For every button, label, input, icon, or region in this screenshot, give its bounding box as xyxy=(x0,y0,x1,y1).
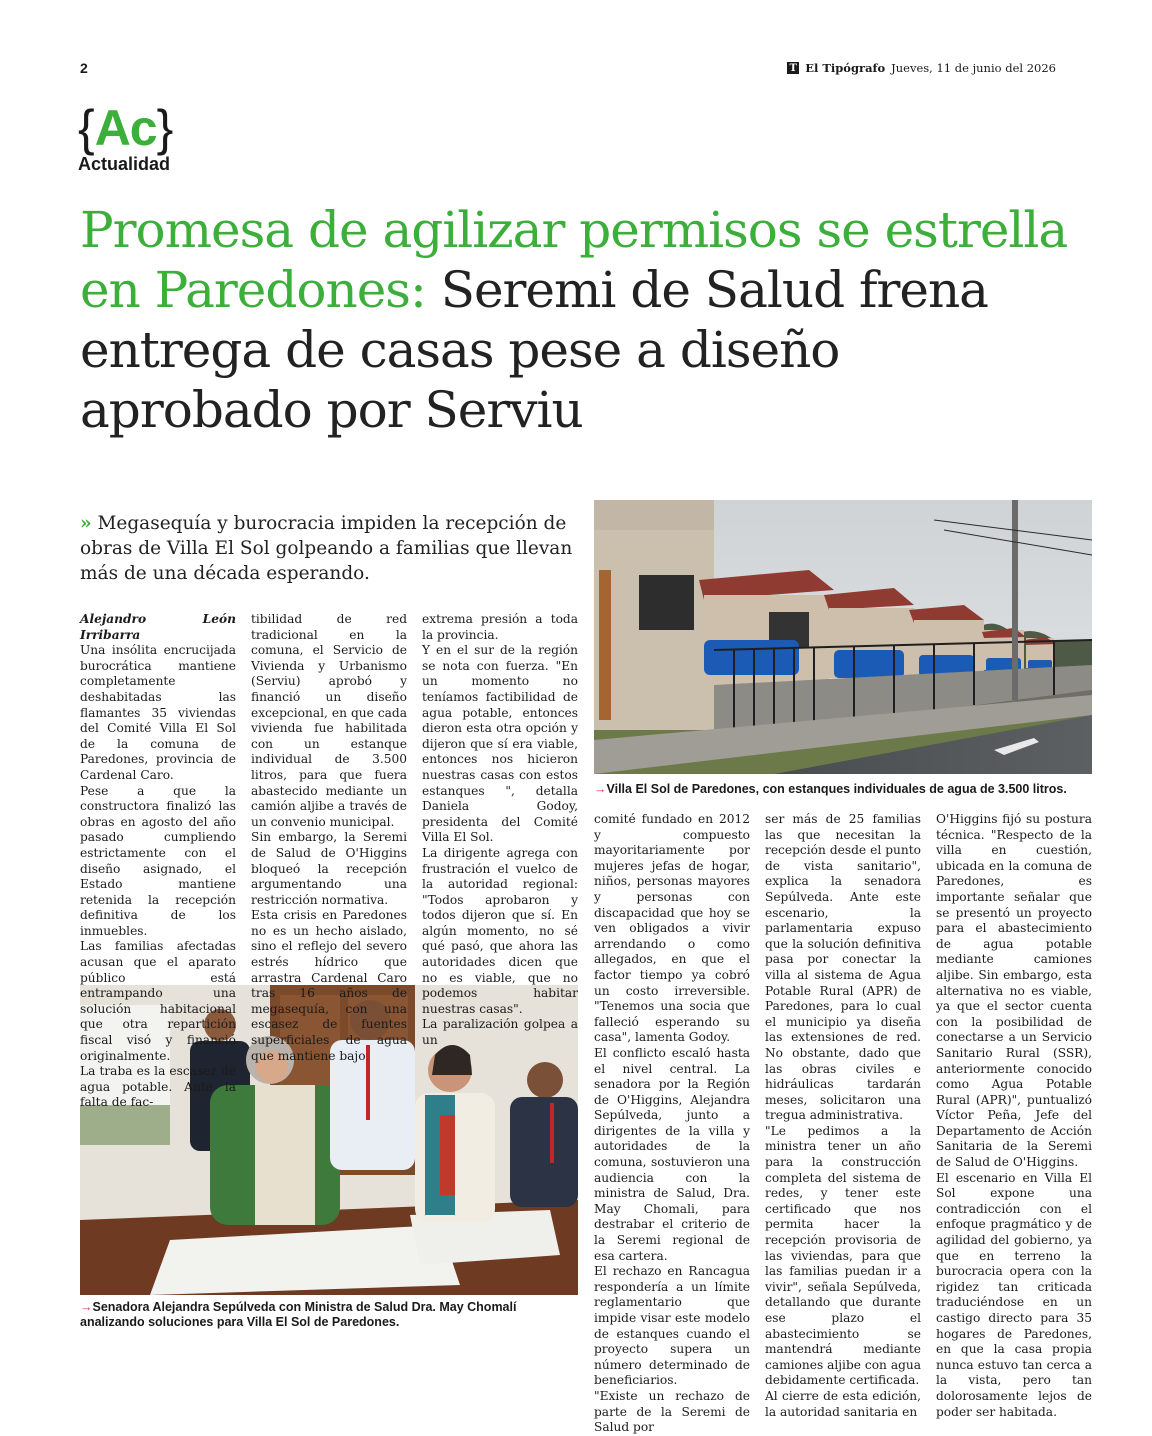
paragraph: La traba es la escasez de agua potable. Ante la falta de fac- xyxy=(80,1064,236,1110)
paragraph: Al cierre de esta edición, la autoridad sanitaria en xyxy=(765,1388,921,1419)
paragraph: La dirigente agrega con frustración el vuelco de la autoridad regional: "Todos aprobaron y todos dijeron que sí. En algún momento, no sé qué pasó, que ahora las autoridades dicen que no es viable, que no podemos habitar nuestras casas". xyxy=(422,845,578,1016)
houses-caption xyxy=(594,782,1094,797)
section-code xyxy=(78,100,218,156)
paragraph: extrema presión a toda la provincia. xyxy=(422,612,578,642)
article-column-1 xyxy=(80,612,236,1111)
headline-rest: Seremi de Salud frena entrega de casas pese a diseño aprobado por Serviu xyxy=(80,261,988,439)
paragraph: ser más de 25 familias las que necesitan la recepción desde el punto de vista sanitario", explica la senadora Sepúlveda. Ante este escenario, la parlamentaria expuso que la solución definitiva pasa por conectar la villa al sistema de Agua Potable Rural (APR) de Paredones, para lo cual el municipio ya diseña las extensiones de red. No obstante, dado que las obras civiles e hidráulicas tardarán meses, solicitaron una tregua administrativa. xyxy=(765,812,921,1123)
paragraph: Y en el sur de la región se nota con fuerza. "En un momento no teníamos factibilidad de agua potable, entonces dieron esta otra opción y dijeron que sí era viable, entonces nos hicieron nuestras casas con estos estanques ", detalla Daniela Godoy, presidenta del Comité Villa El Sol. xyxy=(422,643,578,845)
deck-text: Megasequía y burocracia impiden la recepción de obras de Villa El Sol golpeando a familias que llevan más de una década esperando. xyxy=(80,513,573,584)
headline-lead: Promesa de agilizar permisos se estrella en Paredones: xyxy=(80,201,1068,319)
paragraph: "Le pedimos a la ministra tener un año para la construcción completa del sistema de redes, y tener este certificado que nos permita hacer la recepción provisoria de las viviendas, para que las familias puedan ir a vivir", señala Sepúlveda, detallando que durante ese plazo el abastecimiento se mantendrá mediante camiones aljibe con agua debidamente certificada. xyxy=(765,1123,921,1388)
houses-photo xyxy=(594,500,1092,774)
page-number: 2 xyxy=(80,60,88,76)
article-column-2 xyxy=(251,612,407,1064)
caption-arrow-icon: → xyxy=(80,1300,93,1314)
paragraph: El escenario en Villa El Sol expone una contradicción con el enfoque pragmático y de agilidad del gobierno, ya que en terreno la burocracia opera con la rigidez tan criticada traduciéndose en un castigo directo para 35 hogares de Paredones, en que la casa propia nunca estuvo tan cerca a la vista, pero tan dolorosamente lejos de poder ser habitada. xyxy=(936,1170,1092,1419)
section-logo xyxy=(78,100,218,175)
deck xyxy=(80,511,580,586)
paragraph: El conflicto escaló hasta el nivel central. La senadora por la Región de O'Higgins, Alejandra Sepúlveda, junto a dirigentes de la villa y autoridades de la comuna, sostuvieron una audiencia con la ministra de Salud, Dra. May Chomali, para destrabar el criterio de la Seremi regional de esa cartera. xyxy=(594,1045,750,1263)
meeting-caption xyxy=(80,1300,580,1330)
paragraph: Esta crisis en Paredones no es un hecho aislado, sino el reflejo del severo estrés hídrico que arrastra Cardenal Caro tras 16 años de megasequía, con una escasez de fuentes superficiales de agua que mantiene bajo xyxy=(251,908,407,1063)
paragraph: Una insólita encrucijada burocrática mantiene completamente deshabitadas las flamantes 35 viviendas del Comité Villa El Sol de la comuna de Paredones, provincia de Cardenal Caro. xyxy=(80,643,236,782)
paragraph: "Existe un rechazo de parte de la Seremi de Salud por xyxy=(594,1388,750,1435)
article-column-4 xyxy=(765,812,921,1420)
paragraph: O'Higgins fijó su postura técnica. "Respecto de la villa en cuestión, ubicada en la comuna de Paredones, es importante señalar que se presentó un proyecto para el abastecimiento de agua potable mediante camiones aljibe. Sin embargo, esta alternativa no es viable, ya que el sector cuenta con la posibilidad de conectarse a un Servicio Sanitario Rural (SSR), anteriormente conocido como Agua Potable Rural (APR)", puntualizó Víctor Peña, Jefe del Departamento de Acción Sanitaria de la Seremi de Salud de O'Higgins. xyxy=(936,812,1092,1170)
paragraph: Sin embargo, la Seremi de Salud de O'Higgins bloqueó la recepción argumentando una restricción normativa. xyxy=(251,830,407,907)
article-column-3-upper xyxy=(422,612,578,1049)
paragraph: La paralización golpea a un xyxy=(422,1017,578,1048)
section-brace-open: { xyxy=(78,100,95,156)
meeting-caption-text: Senadora Alejandra Sepúlveda con Ministra de Salud Dra. May Chomalí analizando soluciones para Villa El Sol de Paredones. xyxy=(80,1300,517,1329)
paragraph: El rechazo en Rancagua respondería a un límite reglamentario que impide visar este modelo de estanques cuando el proyecto supera un número determinado de beneficiarios. xyxy=(594,1264,750,1388)
section-code-letters: Ac xyxy=(94,100,157,156)
publication-name: El Tipógrafo xyxy=(805,61,886,75)
masthead xyxy=(787,61,1056,75)
paragraph: Las familias afectadas acusan que el aparato público está entrampando una solución habitacional que otra repartición fiscal visó y financió originalmente. xyxy=(80,939,236,1063)
article-column-3-lower xyxy=(594,812,750,1436)
caption-arrow-icon: → xyxy=(594,782,607,796)
issue-date: Jueves, 11 de junio del 2026 xyxy=(891,61,1056,75)
houses-caption-text: Villa El Sol de Paredones, con estanques individuales de agua de 3.500 litros. xyxy=(606,782,1067,796)
byline: Alejandro León Irribarra xyxy=(80,612,236,642)
deck-marker: » xyxy=(80,513,92,534)
publication-logo-icon: T xyxy=(787,62,799,74)
paragraph: comité fundado en 2012 y compuesto mayoritariamente por mujeres jefas de hogar, niños, personas mayores y personas con discapacidad que hoy se ven obligados a vivir arrendando o como allegados, en que el factor tiempo ya cobró un costo irreversible. "Tenemos una socia que falleció esperando su casa", lamenta Godoy. xyxy=(594,812,750,1045)
section-brace-close: } xyxy=(156,100,174,156)
article-column-5 xyxy=(936,812,1092,1420)
headline xyxy=(80,200,1080,440)
section-name: Actualidad xyxy=(78,154,171,174)
paragraph: tibilidad de red tradicional en la comuna, el Servicio de Vivienda y Urbanismo (Serviu) aprobó y financió un diseño excepcional, en que cada vivienda fue habilitada con un estanque individual de 3.500 litros, para que fuera abastecido mediante un camión aljibe a través de un convenio municipal. xyxy=(251,612,407,829)
paragraph: Pese a que la constructora finalizó las obras en agosto del año pasado cumpliendo estrictamente con el diseño asignado, el Estado mantiene retenida la recepción definitiva de los inmuebles. xyxy=(80,783,236,938)
